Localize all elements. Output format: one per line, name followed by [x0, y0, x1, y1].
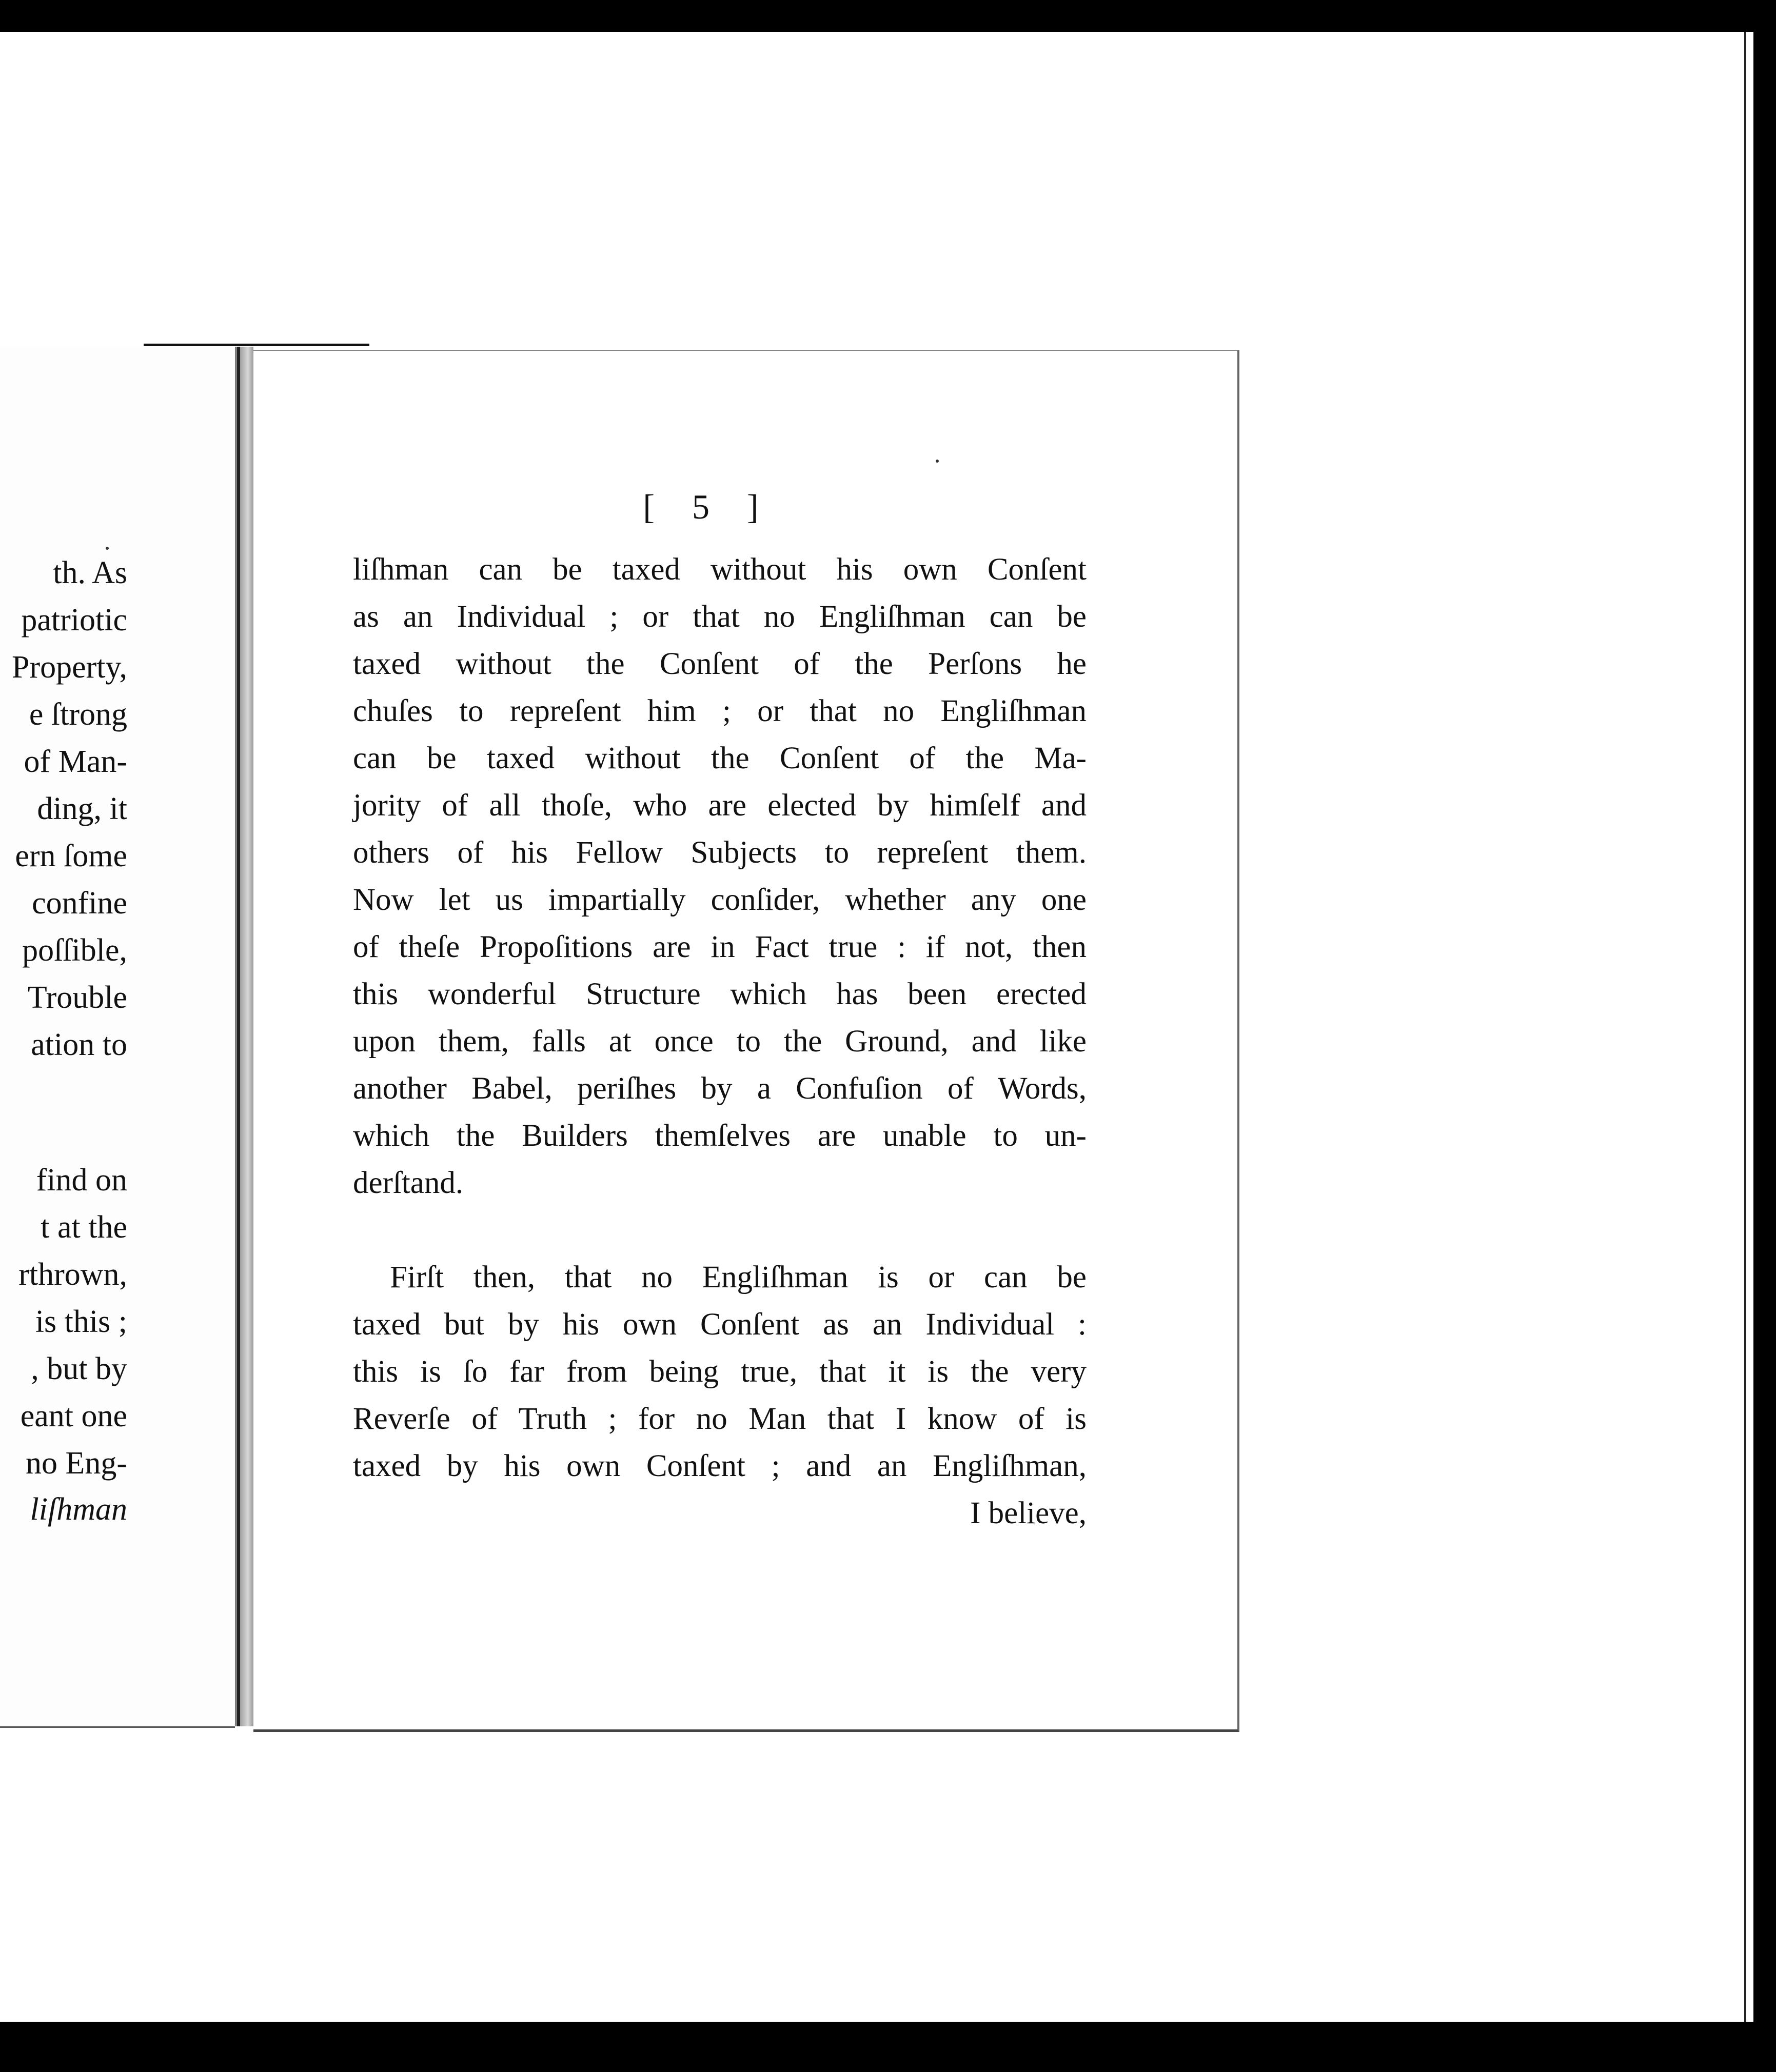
facing-line: patriotic	[21, 603, 127, 637]
facing-line: find on	[36, 1163, 127, 1198]
facing-line: ation to	[31, 1027, 127, 1062]
body-line: Firſt then, that no Engliſhman is or can be	[390, 1260, 1087, 1294]
body-line: another Babel, periſhes by a Confuſion of Words,	[353, 1071, 1087, 1106]
facing-line: rthrown,	[18, 1257, 127, 1292]
facing-line: eant one	[20, 1399, 127, 1433]
body-line: Now let us impartially conſider, whether any one	[353, 883, 1087, 917]
gutter-fold-line	[237, 347, 240, 1726]
facing-line: ern ſome	[15, 839, 127, 873]
body-line: this wonderful Structure which has been erected	[353, 977, 1087, 1011]
ink-speck	[936, 460, 939, 463]
body-line: taxed but by his own Conſent as an Individual :	[353, 1307, 1087, 1342]
facing-line: e ſtrong	[29, 697, 127, 732]
body-line: of theſe Propoſitions are in Fact true : if not, then	[353, 930, 1087, 964]
body-line: chuſes to repreſent him ; or that no Engliſhman	[353, 694, 1087, 728]
facing-line: confine	[32, 886, 127, 921]
body-line: can be taxed without the Conſent of the Ma-	[353, 741, 1087, 775]
facing-line: Property,	[12, 650, 127, 685]
scan-border-top	[0, 0, 1776, 32]
facing-line: no Eng-	[25, 1446, 127, 1481]
facing-line: poſſible,	[22, 933, 127, 968]
body-line: liſhman can be taxed without his own Conſent	[353, 552, 1087, 587]
body-line: as an Individual ; or that no Engliſhman can be	[353, 600, 1087, 634]
body-line: Reverſe of Truth ; for no Man that I know of is	[353, 1402, 1087, 1436]
scan-edge-line	[1744, 32, 1746, 2022]
facing-line: is this ;	[35, 1304, 127, 1339]
facing-line: ding, it	[37, 791, 127, 826]
scan-border-bottom	[0, 2022, 1776, 2072]
scan-border-right	[1753, 0, 1776, 2072]
body-line: taxed by his own Conſent ; and an Engliſhman,	[353, 1449, 1087, 1483]
facing-line: , but by	[31, 1351, 127, 1386]
facing-line: t at the	[41, 1210, 127, 1245]
page-top-edge	[144, 344, 369, 346]
facing-line: Trouble	[27, 980, 127, 1015]
facing-page	[0, 347, 235, 1728]
ink-speck	[106, 547, 109, 550]
facing-line: liſhman	[30, 1492, 127, 1527]
body-line: taxed without the Conſent of the Perſons he	[353, 647, 1087, 681]
body-line: this is ſo far from being true, that it is the very	[353, 1354, 1087, 1389]
page-number: [ 5 ]	[643, 487, 773, 526]
body-line: which the Builders themſelves are unable to un-	[353, 1119, 1087, 1153]
body-line: jority of all thoſe, who are elected by himſelf and	[353, 788, 1087, 823]
body-line: others of his Fellow Subjects to repreſent them.	[353, 835, 1087, 870]
body-line: derſtand.	[353, 1166, 464, 1200]
facing-line: th. As	[53, 555, 127, 590]
catchword: I believe,	[970, 1496, 1087, 1530]
body-line: upon them, falls at once to the Ground, and like	[353, 1024, 1087, 1059]
facing-line: of Man-	[24, 744, 127, 779]
